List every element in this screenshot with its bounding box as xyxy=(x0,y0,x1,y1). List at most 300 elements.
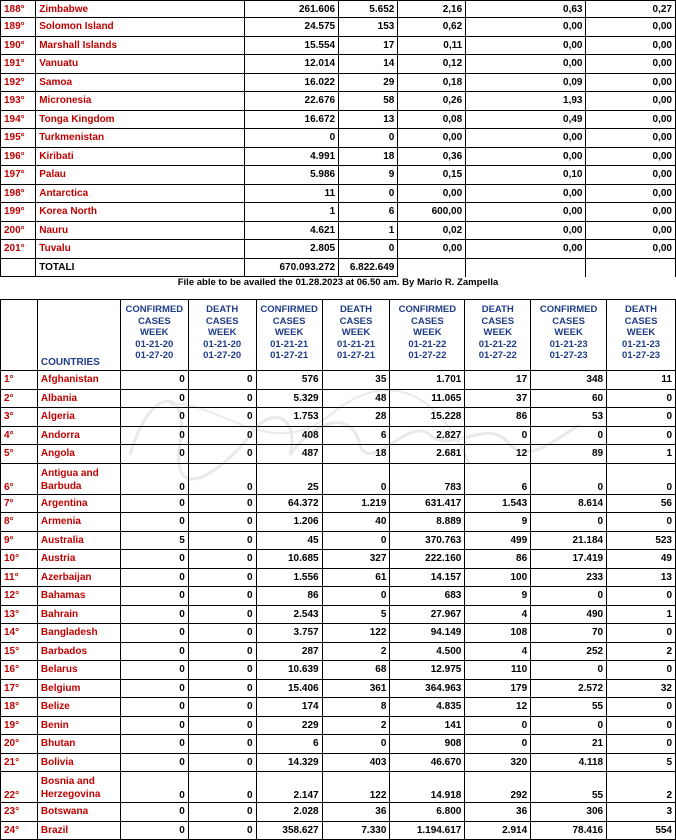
value-cell: 0 xyxy=(607,735,676,754)
value-cell: 5 xyxy=(120,531,188,550)
country-cell: Benin xyxy=(37,716,120,735)
value-cell: 2 xyxy=(322,642,390,661)
value-cell: 8.889 xyxy=(390,513,465,532)
value-cell: 7.330 xyxy=(322,821,390,840)
c4-cell: 0,63 xyxy=(466,1,586,18)
table-row xyxy=(1,679,676,698)
column-header-line: CASES xyxy=(205,315,239,327)
column-header-line: 01-21-20 xyxy=(135,338,174,350)
value-cell: 908 xyxy=(390,735,465,754)
value-cell: 0 xyxy=(120,408,188,427)
totals-deaths: 6.822.649 xyxy=(339,258,398,277)
totals-row xyxy=(1,258,676,277)
value-cell: 0 xyxy=(120,389,188,408)
value-cell: 35 xyxy=(322,371,390,390)
value-cell: 348 xyxy=(531,371,607,390)
value-cell: 11 xyxy=(607,371,676,390)
value-cell: 683 xyxy=(390,587,465,606)
cases-cell: 12.014 xyxy=(245,55,339,74)
country-cell: Bahrain xyxy=(37,605,120,624)
country-cell: Antarctica xyxy=(36,184,245,203)
column-header-line: CONFIRMED xyxy=(539,304,598,315)
country-cell: Azerbaijan xyxy=(37,568,120,587)
value-cell: 364.963 xyxy=(390,679,465,698)
value-cell: 9 xyxy=(465,587,531,606)
value-cell: 487 xyxy=(256,445,322,464)
column-header-line: 01-27-22 xyxy=(478,350,517,361)
value-cell: 0 xyxy=(188,371,256,390)
value-cell: 0 xyxy=(607,661,676,680)
table-row xyxy=(1,166,676,185)
value-cell: 25 xyxy=(256,463,322,494)
table-row xyxy=(1,624,676,643)
country-cell: Bosnia and Herzegovina xyxy=(37,772,120,803)
cases-cell: 15.554 xyxy=(245,36,339,55)
value-cell: 49 xyxy=(607,550,676,569)
value-cell: 327 xyxy=(322,550,390,569)
value-cell: 0 xyxy=(120,587,188,606)
column-header-line: 01-21-20 xyxy=(203,338,242,350)
value-cell: 3.757 xyxy=(256,624,322,643)
table-row xyxy=(1,110,676,129)
value-cell: 0 xyxy=(188,698,256,717)
rank-cell: 200° xyxy=(1,221,36,240)
value-cell: 0 xyxy=(531,426,607,445)
value-cell: 576 xyxy=(256,371,322,390)
value-cell: 0 xyxy=(120,371,188,390)
country-cell: Turkmenistan xyxy=(36,129,245,148)
rank-cell: 13° xyxy=(1,605,38,624)
value-cell: 11.065 xyxy=(390,389,465,408)
rank-cell: 190° xyxy=(1,36,36,55)
c5-cell: 0,00 xyxy=(586,147,676,166)
totals-empty-cell xyxy=(466,258,586,277)
value-cell: 287 xyxy=(256,642,322,661)
value-cell: 0 xyxy=(120,642,188,661)
rank-cell: 194° xyxy=(1,110,36,129)
value-cell: 1.753 xyxy=(256,408,322,427)
rank-cell: 22° xyxy=(1,772,38,803)
c4-cell: 0,00 xyxy=(466,18,586,37)
table-row xyxy=(1,531,676,550)
value-cell: 0 xyxy=(322,587,390,606)
column-header-line: WEEK xyxy=(413,327,442,338)
totals-label: TOTALI xyxy=(36,258,245,277)
rank-cell: 12° xyxy=(1,587,38,606)
c3-cell: 0,00 xyxy=(398,129,466,148)
column-header-line: DEATH xyxy=(339,304,372,315)
deaths-cell: 29 xyxy=(339,73,398,92)
table-row xyxy=(1,221,676,240)
c5-cell: 0,00 xyxy=(586,92,676,111)
value-cell: 32 xyxy=(607,679,676,698)
rank-cell: 195° xyxy=(1,129,36,148)
cases-cell: 16.022 xyxy=(245,73,339,92)
value-cell: 15.228 xyxy=(390,408,465,427)
deaths-cell: 58 xyxy=(339,92,398,111)
table-row xyxy=(1,698,676,717)
c4-cell: 0,09 xyxy=(466,73,586,92)
value-cell: 21.184 xyxy=(531,531,607,550)
rank-cell: 11° xyxy=(1,568,38,587)
rank-cell: 199° xyxy=(1,203,36,222)
c4-cell: 0,00 xyxy=(466,203,586,222)
value-cell: 0 xyxy=(188,550,256,569)
value-cell: 0 xyxy=(120,735,188,754)
rank-cell: 201° xyxy=(1,240,36,259)
value-cell: 174 xyxy=(256,698,322,717)
column-header-line: CASES xyxy=(339,315,373,327)
value-cell: 0 xyxy=(607,389,676,408)
value-cell: 0 xyxy=(607,716,676,735)
cases-cell: 5.986 xyxy=(245,166,339,185)
c4-cell: 0,00 xyxy=(466,240,586,259)
c5-cell: 0,00 xyxy=(586,240,676,259)
c3-cell: 0,00 xyxy=(398,184,466,203)
value-cell: 141 xyxy=(390,716,465,735)
value-cell: 4 xyxy=(465,605,531,624)
rank-cell: 23° xyxy=(1,803,38,822)
value-cell: 252 xyxy=(531,642,607,661)
value-cell: 8 xyxy=(322,698,390,717)
value-cell: 0 xyxy=(120,463,188,494)
rank-cell: 3° xyxy=(1,408,38,427)
country-cell: Nauru xyxy=(36,221,245,240)
value-cell: 1.206 xyxy=(256,513,322,532)
value-cell: 292 xyxy=(465,772,531,803)
value-cell: 46.670 xyxy=(390,753,465,772)
column-header-line: 01-21-22 xyxy=(478,338,517,350)
column-header-line: 01-27-22 xyxy=(408,350,447,361)
c5-cell: 0,00 xyxy=(586,110,676,129)
column-header-line: 01-27-20 xyxy=(203,350,242,361)
cases-cell: 22.676 xyxy=(245,92,339,111)
value-cell: 122 xyxy=(322,772,390,803)
column-header xyxy=(607,300,676,371)
value-cell: 0 xyxy=(531,661,607,680)
deaths-cell: 153 xyxy=(339,18,398,37)
table-row xyxy=(1,129,676,148)
value-cell: 0 xyxy=(188,494,256,513)
value-cell: 56 xyxy=(607,494,676,513)
value-cell: 0 xyxy=(188,445,256,464)
value-cell: 320 xyxy=(465,753,531,772)
value-cell: 13 xyxy=(607,568,676,587)
value-cell: 18 xyxy=(322,445,390,464)
value-cell: 94.149 xyxy=(390,624,465,643)
value-cell: 0 xyxy=(120,550,188,569)
table-row xyxy=(1,642,676,661)
table-row xyxy=(1,36,676,55)
value-cell: 0 xyxy=(188,624,256,643)
country-cell: Vanuatu xyxy=(36,55,245,74)
value-cell: 55 xyxy=(531,698,607,717)
rank-cell: 198° xyxy=(1,184,36,203)
value-cell: 0 xyxy=(607,624,676,643)
value-cell: 0 xyxy=(120,568,188,587)
column-header-line: CASES xyxy=(272,315,306,327)
value-cell: 55 xyxy=(531,772,607,803)
table-row xyxy=(1,494,676,513)
table-row xyxy=(1,568,676,587)
table-header-row xyxy=(1,300,676,371)
header-rank-cell xyxy=(1,300,38,371)
column-header-line: CASES xyxy=(552,315,585,327)
c4-cell: 0,00 xyxy=(466,221,586,240)
country-cell: Australia xyxy=(37,531,120,550)
table-row xyxy=(1,550,676,569)
value-cell: 2.914 xyxy=(465,821,531,840)
deaths-cell: 5.652 xyxy=(339,1,398,18)
deaths-cell: 1 xyxy=(339,221,398,240)
rank-cell: 24° xyxy=(1,821,38,840)
value-cell: 108 xyxy=(465,624,531,643)
table-row xyxy=(1,445,676,464)
table-row xyxy=(1,772,676,803)
value-cell: 10.639 xyxy=(256,661,322,680)
rank-cell: 10° xyxy=(1,550,38,569)
value-cell: 1.556 xyxy=(256,568,322,587)
value-cell: 0 xyxy=(188,605,256,624)
value-cell: 0 xyxy=(188,463,256,494)
rank-cell: 18° xyxy=(1,698,38,717)
rank-cell: 5° xyxy=(1,445,38,464)
value-cell: 12 xyxy=(465,445,531,464)
value-cell: 10.685 xyxy=(256,550,322,569)
value-cell: 17.419 xyxy=(531,550,607,569)
c5-cell: 0,00 xyxy=(586,55,676,74)
value-cell: 1 xyxy=(607,445,676,464)
value-cell: 37 xyxy=(465,389,531,408)
value-cell: 61 xyxy=(322,568,390,587)
c5-cell: 0,00 xyxy=(586,184,676,203)
value-cell: 0 xyxy=(531,716,607,735)
value-cell: 9 xyxy=(465,513,531,532)
table-row xyxy=(1,661,676,680)
value-cell: 2 xyxy=(322,716,390,735)
weekly-cases-table xyxy=(0,299,676,840)
value-cell: 0 xyxy=(607,513,676,532)
value-cell: 5 xyxy=(322,605,390,624)
value-cell: 523 xyxy=(607,531,676,550)
country-cell: Palau xyxy=(36,166,245,185)
table-row xyxy=(1,240,676,259)
table-row xyxy=(1,408,676,427)
c3-cell: 0,02 xyxy=(398,221,466,240)
rank-cell: 6° xyxy=(1,463,38,494)
country-cell: Brazil xyxy=(37,821,120,840)
column-header-line: CASES xyxy=(624,315,658,327)
value-cell: 0 xyxy=(120,426,188,445)
value-cell: 4.500 xyxy=(390,642,465,661)
value-cell: 2.543 xyxy=(256,605,322,624)
value-cell: 86 xyxy=(465,550,531,569)
value-cell: 6 xyxy=(322,426,390,445)
c3-cell: 0,08 xyxy=(398,110,466,129)
country-cell: Argentina xyxy=(37,494,120,513)
value-cell: 0 xyxy=(188,821,256,840)
value-cell: 0 xyxy=(188,772,256,803)
country-cell: Angola xyxy=(37,445,120,464)
value-cell: 0 xyxy=(607,587,676,606)
value-cell: 403 xyxy=(322,753,390,772)
rank-cell: 8° xyxy=(1,513,38,532)
rank-cell: 1° xyxy=(1,371,38,390)
country-cell: Korea North xyxy=(36,203,245,222)
column-header-line: CONFIRMED xyxy=(125,304,184,315)
rank-cell: 14° xyxy=(1,624,38,643)
value-cell: 36 xyxy=(465,803,531,822)
c3-cell: 0,36 xyxy=(398,147,466,166)
cases-cell: 24.575 xyxy=(245,18,339,37)
value-cell: 0 xyxy=(120,605,188,624)
country-cell: Austria xyxy=(37,550,120,569)
rank-cell: 192° xyxy=(1,73,36,92)
deaths-cell: 18 xyxy=(339,147,398,166)
column-header-line: 01-21-23 xyxy=(549,338,588,350)
value-cell: 0 xyxy=(531,463,607,494)
value-cell: 0 xyxy=(607,408,676,427)
table-row xyxy=(1,55,676,74)
value-cell: 40 xyxy=(322,513,390,532)
value-cell: 0 xyxy=(607,426,676,445)
table-row xyxy=(1,463,676,494)
value-cell: 631.417 xyxy=(390,494,465,513)
value-cell: 370.763 xyxy=(390,531,465,550)
source-note: File able to be availed the 01.28.2023 at 06.50 am. By Mario R. Zampella xyxy=(177,277,499,288)
c5-cell: 0,00 xyxy=(586,73,676,92)
value-cell: 0 xyxy=(322,735,390,754)
country-cell: Kiribati xyxy=(36,147,245,166)
value-cell: 0 xyxy=(607,463,676,494)
table-row xyxy=(1,587,676,606)
column-header-line: WEEK xyxy=(274,327,304,338)
c3-cell: 0,00 xyxy=(398,240,466,259)
value-cell: 4.835 xyxy=(390,698,465,717)
country-cell: Micronesia xyxy=(36,92,245,111)
rank-cell: 188° xyxy=(1,1,36,18)
column-header-line: 01-21-21 xyxy=(336,338,375,350)
value-cell: 6.800 xyxy=(390,803,465,822)
column-header-line: CASES xyxy=(481,315,515,327)
value-cell: 6 xyxy=(465,463,531,494)
value-cell: 1.219 xyxy=(322,494,390,513)
value-cell: 0 xyxy=(188,426,256,445)
column-header-line: CONFIRMED xyxy=(260,304,318,315)
value-cell: 2.681 xyxy=(390,445,465,464)
value-cell: 499 xyxy=(465,531,531,550)
value-cell: 2.028 xyxy=(256,803,322,822)
column-header-line: WEEK xyxy=(341,327,371,338)
column-header-line: WEEK xyxy=(207,327,237,338)
country-cell: Tonga Kingdom xyxy=(36,110,245,129)
c4-cell: 0,00 xyxy=(466,129,586,148)
value-cell: 14.329 xyxy=(256,753,322,772)
deaths-cell: 0 xyxy=(339,129,398,148)
rank-cell: 17° xyxy=(1,679,38,698)
c4-cell: 0,00 xyxy=(466,147,586,166)
deaths-cell: 17 xyxy=(339,36,398,55)
rank-cell: 20° xyxy=(1,735,38,754)
value-cell: 0 xyxy=(188,513,256,532)
value-cell: 0 xyxy=(120,716,188,735)
value-cell: 14.157 xyxy=(390,568,465,587)
value-cell: 15.406 xyxy=(256,679,322,698)
value-cell: 8.614 xyxy=(531,494,607,513)
value-cell: 358.627 xyxy=(256,821,322,840)
column-header-line: WEEK xyxy=(483,327,512,338)
c5-cell: 0,00 xyxy=(586,203,676,222)
value-cell: 0 xyxy=(120,624,188,643)
value-cell: 554 xyxy=(607,821,676,840)
value-cell: 0 xyxy=(322,463,390,494)
cases-cell: 0 xyxy=(245,129,339,148)
rank-cell: 15° xyxy=(1,642,38,661)
value-cell: 48 xyxy=(322,389,390,408)
value-cell: 0 xyxy=(531,513,607,532)
c4-cell: 0,00 xyxy=(466,55,586,74)
rank-cell: 19° xyxy=(1,716,38,735)
column-header xyxy=(120,300,188,371)
table-row xyxy=(1,184,676,203)
value-cell: 1 xyxy=(607,605,676,624)
value-cell: 408 xyxy=(256,426,322,445)
value-cell: 3 xyxy=(607,803,676,822)
country-cell: Solomon Island xyxy=(36,18,245,37)
totals-cases: 670.093.272 xyxy=(245,258,339,277)
table-row xyxy=(1,803,676,822)
table-row xyxy=(1,371,676,390)
deaths-cell: 0 xyxy=(339,240,398,259)
country-cell: Antigua and Barbuda xyxy=(37,463,120,494)
value-cell: 110 xyxy=(465,661,531,680)
rank-cell: 21° xyxy=(1,753,38,772)
cases-cell: 2.805 xyxy=(245,240,339,259)
country-cell: Barbados xyxy=(37,642,120,661)
country-cell: Zimbabwe xyxy=(36,1,245,18)
c3-cell: 0,11 xyxy=(398,36,466,55)
column-header-line: 01-21-22 xyxy=(408,338,447,350)
value-cell: 0 xyxy=(188,531,256,550)
column-header-line: 01-27-21 xyxy=(336,350,375,361)
value-cell: 0 xyxy=(465,426,531,445)
column-header-line: CASES xyxy=(137,315,171,327)
country-cell: Belize xyxy=(37,698,120,717)
column-header-line: DEATH xyxy=(481,304,514,315)
c4-cell: 1,93 xyxy=(466,92,586,111)
c3-cell: 0,15 xyxy=(398,166,466,185)
column-header xyxy=(256,300,322,371)
column-header-line: 01-21-21 xyxy=(270,338,309,350)
value-cell: 1.194.617 xyxy=(390,821,465,840)
c4-cell: 0,00 xyxy=(466,184,586,203)
column-header-line: WEEK xyxy=(140,327,169,338)
column-header-line: 01-27-21 xyxy=(270,350,309,361)
value-cell: 4.118 xyxy=(531,753,607,772)
table-row xyxy=(1,426,676,445)
table-row xyxy=(1,147,676,166)
deaths-cell: 9 xyxy=(339,166,398,185)
rank-cell: 2° xyxy=(1,389,38,408)
table-row xyxy=(1,753,676,772)
rank-cell: 196° xyxy=(1,147,36,166)
country-cell: Bolivia xyxy=(37,753,120,772)
column-header xyxy=(188,300,256,371)
column-header-line: WEEK xyxy=(554,327,583,338)
value-cell: 6 xyxy=(256,735,322,754)
value-cell: 179 xyxy=(465,679,531,698)
value-cell: 0 xyxy=(188,803,256,822)
